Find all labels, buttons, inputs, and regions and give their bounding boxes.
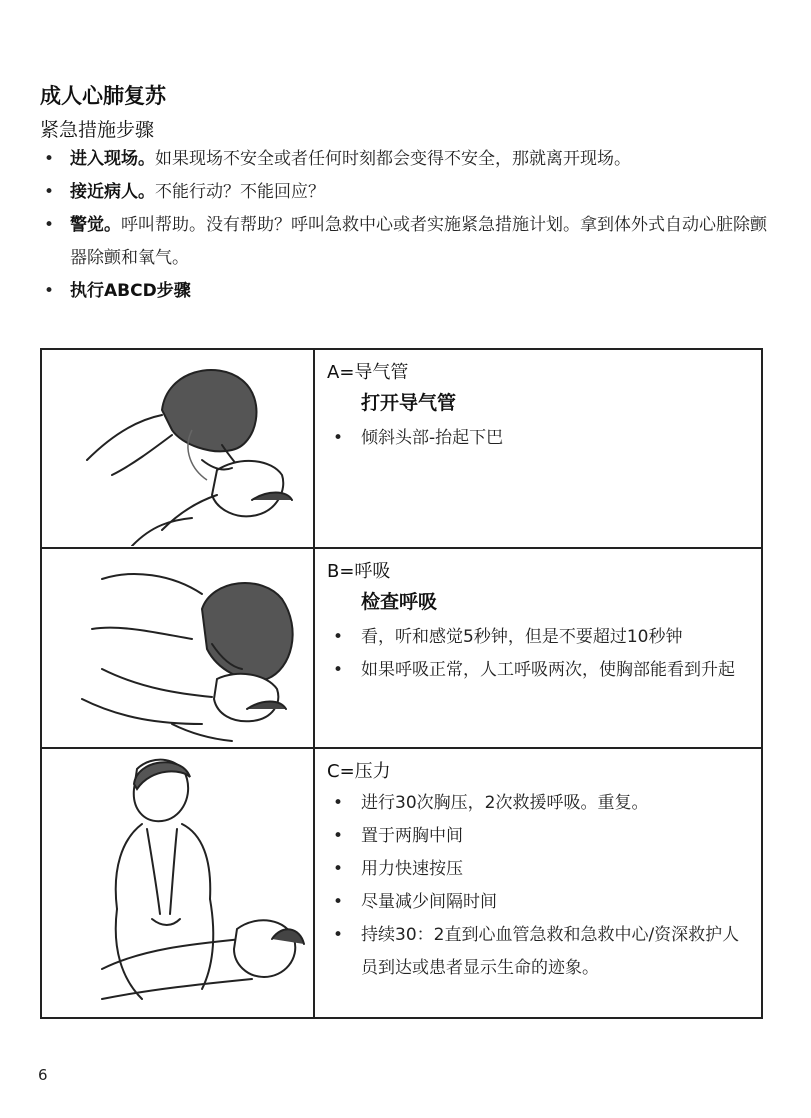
step-c-heading: C=压力 xyxy=(327,761,391,782)
step-b-text-cell xyxy=(314,548,762,748)
intro-item: • 执行ABCD步骤 xyxy=(42,275,772,308)
abcd-steps-table xyxy=(40,348,763,1019)
list-item: • 持续30：2直到心血管急救和急救中心/资深救护人员到达或患者显示生命的迹象。 xyxy=(327,919,751,985)
list-item: • 置于两胸中间 xyxy=(327,820,751,853)
step-b-illustration-cell xyxy=(41,548,314,748)
step-a-illustration-cell xyxy=(41,349,314,548)
step-a-bullets xyxy=(327,422,751,455)
step-row-b xyxy=(41,548,762,748)
step-c-illustration-cell xyxy=(41,748,314,1018)
intro-list xyxy=(42,143,772,308)
list-item: • 进行30次胸压，2次救援呼吸。重复。 xyxy=(327,787,751,820)
intro-item: • 警觉。呼叫帮助。没有帮助？呼叫急救中心或者实施紧急措施计划。拿到体外式自动心脏除颤器除颤和氧气。 xyxy=(42,209,772,275)
step-a-subheading: 打开导气管 xyxy=(361,392,457,414)
list-item: • 如果呼吸正常，人工呼吸两次，使胸部能看到升起 xyxy=(327,654,751,687)
step-c-text-cell xyxy=(314,748,762,1018)
breath-check-illustration xyxy=(42,549,312,745)
intro-item: • 进入现场。如果现场不安全或者任何时刻都会变得不安全，那就离开现场。 xyxy=(42,143,772,176)
step-c-bullets xyxy=(327,787,751,985)
list-item: • 倾斜头部-抬起下巴 xyxy=(327,422,751,455)
step-a-heading: A=导气管 xyxy=(327,362,409,383)
list-item: • 看，听和感觉5秒钟，但是不要超过10秒钟 xyxy=(327,621,751,654)
step-b-heading: B=呼吸 xyxy=(327,561,391,582)
page-subtitle: 紧急措施步骤 xyxy=(40,119,155,141)
list-item: • 尽量减少间隔时间 xyxy=(327,886,751,919)
step-row-c xyxy=(41,748,762,1018)
head-tilt-chin-lift-illustration xyxy=(42,350,312,546)
list-item: • 用力快速按压 xyxy=(327,853,751,886)
page-title: 成人心肺复苏 xyxy=(40,84,166,108)
intro-item: • 接近病人。不能行动？不能回应？ xyxy=(42,176,772,209)
chest-compression-illustration xyxy=(42,749,312,1015)
step-a-text-cell xyxy=(314,349,762,548)
step-b-subheading: 检查呼吸 xyxy=(361,591,438,613)
step-b-bullets xyxy=(327,621,751,687)
step-row-a xyxy=(41,349,762,548)
page-number: 6 xyxy=(38,1066,48,1084)
